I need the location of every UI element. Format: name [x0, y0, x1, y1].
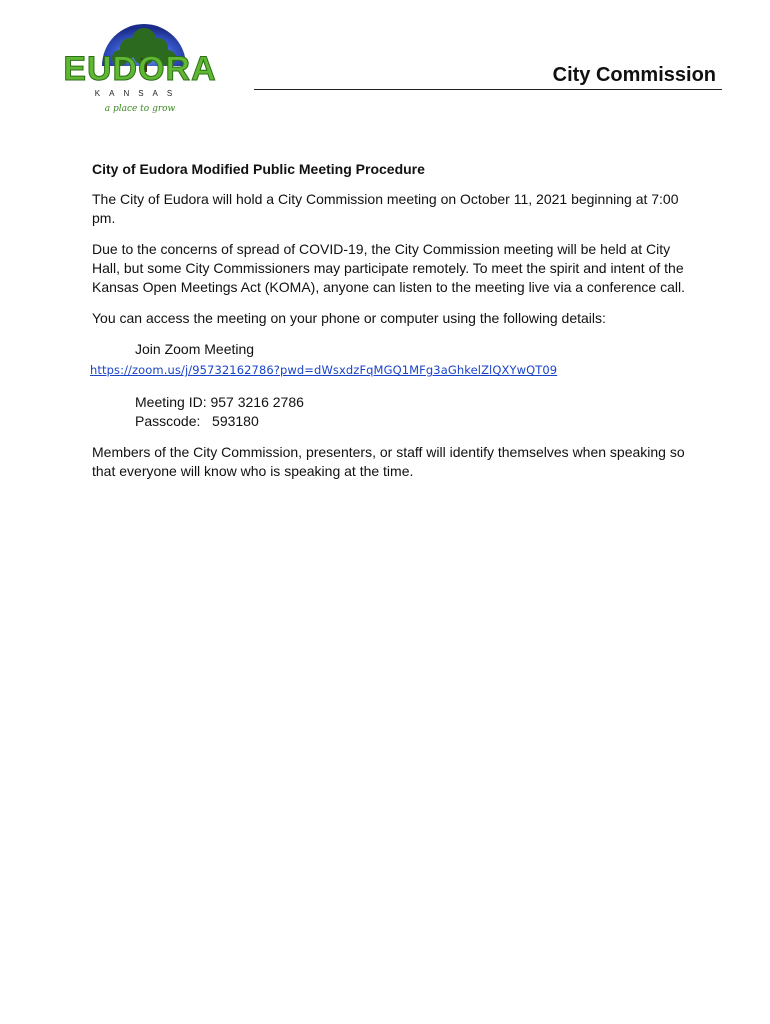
eudora-logo [30, 18, 250, 118]
logo-state: KANSAS [94, 89, 182, 98]
meeting-passcode: Passcode: 593180 [135, 413, 259, 429]
covid-paragraph: Due to the concerns of spread of COVID-19, the City Commission meeting will be held at City Hall, but some City Commissioners may participate remotely. To meet the spirit and intent of the Kansas Open Meetings Act (KOMA), anyone can listen to the meeting live via a conference call. [92, 241, 685, 295]
zoom-label: Join Zoom Meeting [135, 341, 255, 357]
header-divider [254, 89, 722, 90]
meeting-date-paragraph: The City of Eudora will hold a City Commission meeting on October 11, 2021 beginning at 7:00 pm. [92, 191, 679, 226]
meeting-id: Meeting ID: 957 3216 2786 [135, 394, 304, 410]
access-paragraph: You can access the meeting on your phone or computer using the following details: [92, 310, 606, 326]
document-heading: City of Eudora Modified Public Meeting Procedure [92, 161, 425, 177]
document-body [92, 160, 692, 493]
page-title: City Commission [552, 64, 716, 86]
meeting-details [92, 393, 692, 431]
zoom-meeting-link[interactable]: https://zoom.us/j/95732162786?pwd=dWsxdzFqMGQ1MFg3aGhkelZlQXYwQT09 [90, 363, 558, 377]
identification-paragraph: Members of the City Commission, presenters, or staff will identify themselves when speaking so that everyone will know who is speaking at the time. [92, 444, 685, 479]
logo-wordmark: EUDORA [63, 50, 217, 88]
logo-tagline: a place to grow [104, 104, 176, 114]
